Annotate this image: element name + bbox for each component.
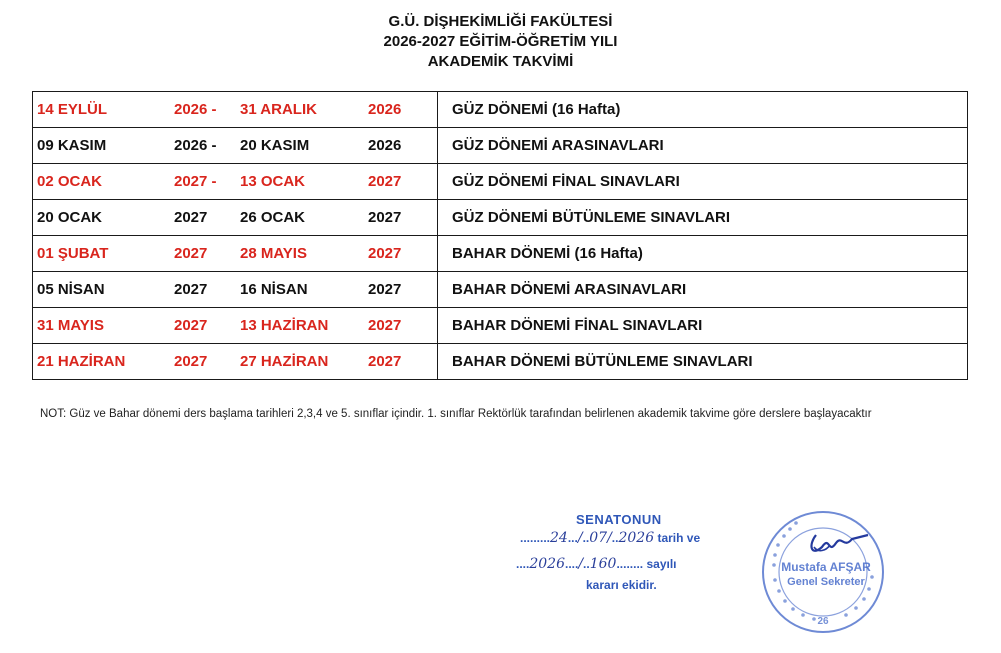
senate-stamp-footer: kararı ekidir. xyxy=(586,578,657,592)
seal-number: 26 xyxy=(817,616,829,627)
senate-date-line: .........24.../..07/..2026 tarih ve xyxy=(520,530,701,546)
start-day: 31 MAYIS xyxy=(37,317,104,334)
period-description: BAHAR DÖNEMİ (16 Hafta) xyxy=(452,245,643,262)
start-day: 02 OCAK xyxy=(37,173,103,190)
date-range-cell xyxy=(33,272,438,308)
date-range-cell xyxy=(33,308,438,344)
start-day: 14 EYLÜL xyxy=(37,101,108,118)
official-seal xyxy=(756,505,891,640)
faculty-title: G.Ü. DİŞHEKİMLİĞİ FAKÜLTESİ xyxy=(388,13,613,30)
seal-title: Genel Sekreter xyxy=(787,576,865,588)
academic-calendar-table xyxy=(32,91,968,380)
date-range-cell xyxy=(33,344,438,380)
senate-decision-suffix: sayılı xyxy=(646,557,677,571)
end-year: 2027 xyxy=(368,209,402,226)
academic-year-title: 2026-2027 EĞİTİM-ÖĞRETİM YILI xyxy=(383,33,618,50)
end-year: 2027 xyxy=(368,353,402,370)
period-description: BAHAR DÖNEMİ BÜTÜNLEME SINAVLARI xyxy=(452,353,753,370)
start-year: 2027 xyxy=(174,353,208,370)
start-day: 21 HAZİRAN xyxy=(37,353,126,370)
end-day: 13 OCAK xyxy=(240,173,306,190)
date-range-cell xyxy=(33,92,438,128)
calendar-row xyxy=(33,272,968,308)
start-year: 2026 - xyxy=(174,101,217,118)
start-year: 2027 xyxy=(174,209,208,226)
calendar-row xyxy=(33,128,968,164)
start-year: 2026 - xyxy=(174,137,217,154)
calendar-row xyxy=(33,92,968,128)
end-year: 2026 xyxy=(368,137,402,154)
senate-decision-no: 160 xyxy=(589,556,617,572)
senate-date-suffix: tarih ve xyxy=(657,531,701,545)
date-range-cell xyxy=(33,236,438,272)
document-header xyxy=(0,12,1001,72)
start-year: 2027 - xyxy=(174,173,217,190)
calendar-title: AKADEMİK TAKVİMİ xyxy=(427,53,574,70)
end-year: 2027 xyxy=(368,245,402,262)
calendar-row xyxy=(33,200,968,236)
end-day: 28 MAYIS xyxy=(240,245,307,262)
start-day: 05 NİSAN xyxy=(37,281,105,298)
end-year: 2027 xyxy=(368,173,402,190)
period-description: GÜZ DÖNEMİ ARASINAVLARI xyxy=(452,137,664,154)
calendar-row xyxy=(33,164,968,200)
senate-approval-stamp xyxy=(512,508,742,598)
end-year: 2027 xyxy=(368,317,402,334)
note-text: NOT: Güz ve Bahar dönemi ders başlama tarihleri 2,3,4 ve 5. sınıflar içindir. 1. sınıflar Rektörlük tarafından belirlenen akademik takvime göre derslere başlayacaktır xyxy=(40,408,872,420)
senate-decision-year: 2026 xyxy=(529,556,565,572)
calendar-row xyxy=(33,308,968,344)
end-day: 13 HAZİRAN xyxy=(240,317,329,334)
start-day: 20 OCAK xyxy=(37,209,103,226)
period-description: BAHAR DÖNEMİ ARASINAVLARI xyxy=(452,281,687,298)
calendar-row xyxy=(33,236,968,272)
period-description: GÜZ DÖNEMİ (16 Hafta) xyxy=(452,101,621,118)
senate-date-day: 24 xyxy=(550,530,568,546)
senate-date-year: 2026 xyxy=(618,530,655,546)
senate-stamp-title: SENATONUN xyxy=(576,512,662,527)
senate-decision-line: ....2026..../..160........ sayılı xyxy=(516,556,677,572)
end-year: 2026 xyxy=(368,101,402,118)
date-range-cell xyxy=(33,200,438,236)
start-day: 01 ŞUBAT xyxy=(37,245,109,262)
senate-date-month: 07 xyxy=(589,530,608,546)
end-day: 31 ARALIK xyxy=(240,101,317,118)
start-day: 09 KASIM xyxy=(37,137,107,154)
end-day: 27 HAZİRAN xyxy=(240,353,329,370)
period-description: GÜZ DÖNEMİ BÜTÜNLEME SINAVLARI xyxy=(452,209,731,226)
end-day: 20 KASIM xyxy=(240,137,310,154)
calendar-row xyxy=(33,344,968,380)
end-year: 2027 xyxy=(368,281,402,298)
start-year: 2027 xyxy=(174,317,208,334)
date-range-cell xyxy=(33,128,438,164)
period-description: BAHAR DÖNEMİ FİNAL SINAVLARI xyxy=(452,317,703,334)
end-day: 16 NİSAN xyxy=(240,281,308,298)
start-year: 2027 xyxy=(174,245,208,262)
period-description: GÜZ DÖNEMİ FİNAL SINAVLARI xyxy=(452,173,680,190)
seal-name: Mustafa AFŞAR xyxy=(781,560,871,574)
start-year: 2027 xyxy=(174,281,208,298)
date-range-cell xyxy=(33,164,438,200)
end-day: 26 OCAK xyxy=(240,209,306,226)
official-seal-graphic xyxy=(756,505,891,640)
